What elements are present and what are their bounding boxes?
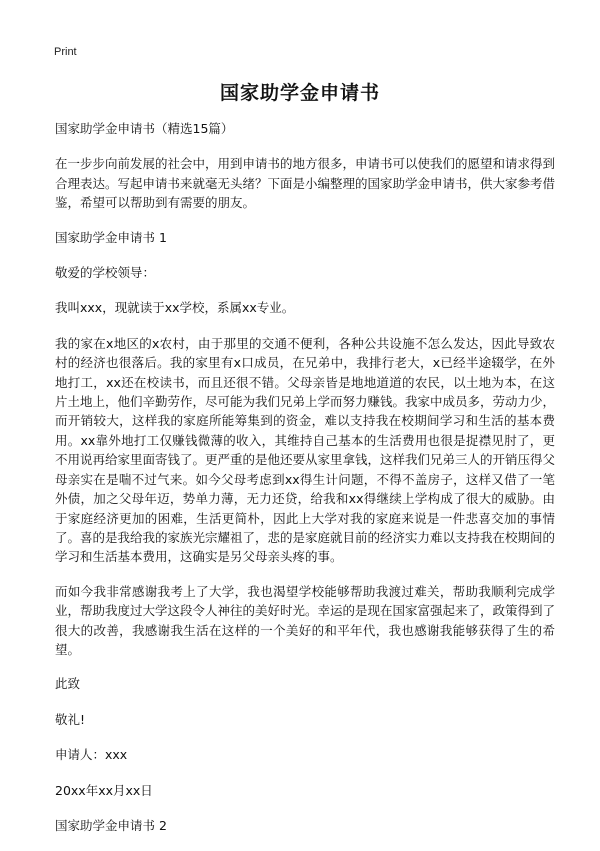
closing-line-1: 此致 (55, 676, 81, 692)
subtitle: 国家助学金申请书（精选15篇） (55, 121, 234, 136)
section-heading-2: 国家助学金申请书 2 (55, 817, 167, 833)
body-paragraph-1: 我的家在x地区的x农村，由于那里的交通不便利，各种公共设施不怎么发达，因此导致农村的经济也很落后。我的家里有x口成员，在兄弟中，我排行老大，x已经半途辍学，在外地打工，xx还在校读书，而且还很不错。父母亲皆是地地道道的农民，以土地为本，在这片土地上，他们辛勤劳作，尽可能为我们兄弟上学而努力赚钱。我家中成员多，劳动力少，而开销较大，这样我的家庭所能筹集到的资金，难以支持我在校期间学习和生活的基本费用。xx靠外地打工仅赚钱微薄的收入，其维持自己基本的生活费用也很是捉襟见肘了，更不用说再给家里面寄钱了。更严重的是他还要从家里拿钱，这样我们兄弟三人的开销压得父母亲实在是喘不过气来。如今父母考虑到xx得生计问题，不得不盖房子，这样又借了一笔外债，加之父母年迈，势单力薄，无力还贷，给我和xx得继续上学构成了很大的威胁。由于家庭经济更加的困难，生活更简朴，因此上大学对我的家庭来说是一件悲喜交加的事情了。喜的是我给我的家族光宗耀祖了，悲的是家庭就目前的经济实力难以支持我在校期间的学习和生活基本费用，这确实是另父母亲头疼的事。 (55, 335, 556, 565)
section-heading-1: 国家助学金申请书 1 (55, 229, 167, 245)
salutation: 敬爱的学校领导： (55, 265, 156, 281)
self-introduction: 我叫xxx，现就读于xx学校，系属xx专业。 (55, 300, 295, 316)
document-body (55, 119, 555, 851)
date: 20xx年xx月xx日 (55, 782, 153, 798)
signature: 申请人：xxx (55, 747, 128, 763)
print-link[interactable]: Print (54, 46, 77, 58)
intro-paragraph: 在一步步向前发展的社会中，用到申请书的地方很多，申请书可以使我们的愿望和请求得到合理表达。写起申请书来就毫无头绪？下面是小编整理的国家助学金申请书，供大家参考借鉴，希望可以帮助到有需要的朋友。 (55, 156, 556, 211)
closing-line-2: 敬礼! (55, 711, 86, 727)
body-paragraph-2: 而如今我非常感谢我考上了大学，我也渴望学校能够帮助我渡过难关，帮助我顺利完成学业，帮助我度过大学这段令人神往的美好时光。幸运的是现在国家富强起来了，政策得到了很大的改善，我感谢我生活在这样的一个美好的和平年代，我也感谢我能够获得了生的希望。 (55, 583, 556, 657)
document-title: 国家助学金申请书 (219, 82, 380, 104)
